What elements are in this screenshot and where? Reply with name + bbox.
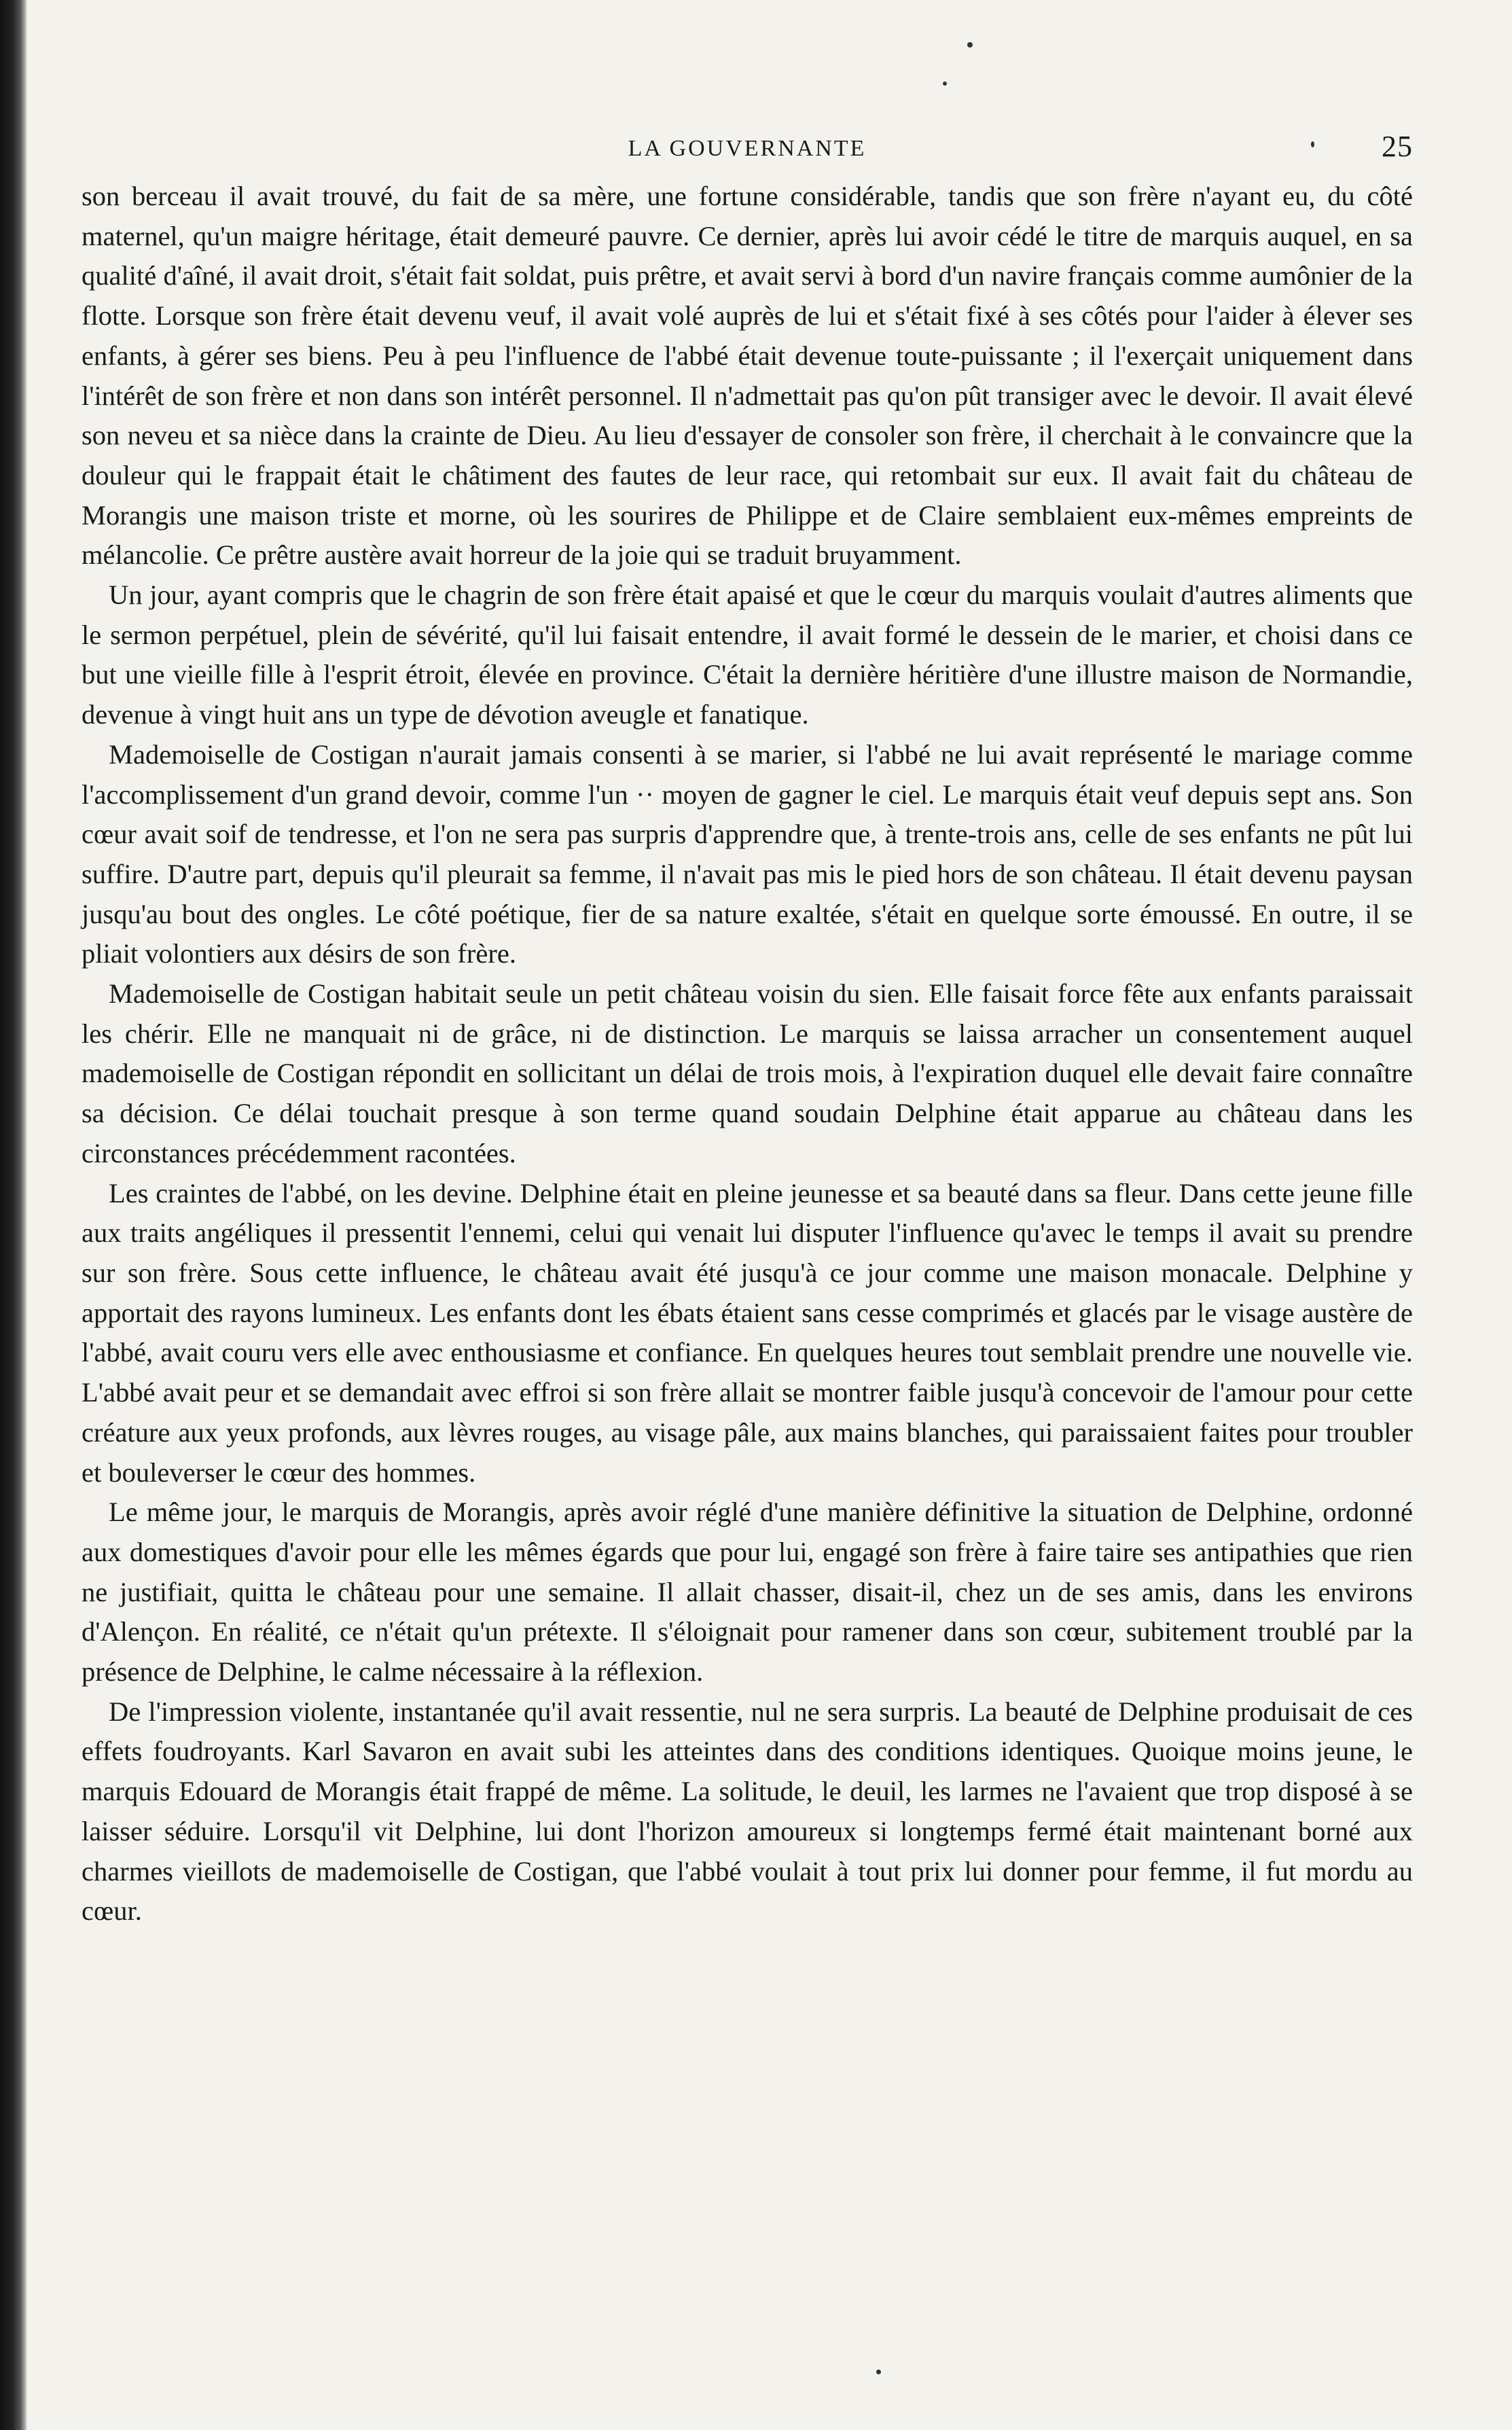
paragraph: De l'impression violente, instantanée qu'il avait ressentie, nul ne sera surpris. La beauté de Delphine produisait de ces effets foudroyants. Karl Savaron en avait subi les atteintes dans des conditions identiques. Quoique moins jeune, le marquis Edouard de Morangis était frappé de même. La solitude, le deuil, les larmes ne l'avaient que trop disposé à se laisser séduire. Lorsqu'il vit Delphine, lui dont l'horizon amoureux si longtemps fermé était maintenant borné aux charmes vieillots de mademoiselle de Costigan, que l'abbé voulait à tout prix lui donner pour femme, il fut mordu au cœur. (82, 1696, 1413, 1927)
paragraph: Un jour, ayant compris que le chagrin de son frère était apaisé et que le cœur du marquis voulait d'autres aliments que le sermon perpétuel, plein de sévérité, qu'il lui faisait entendre, il avait formé le dessein de le marier, et choisi dans ce but une vieille fille à l'esprit étroit, élevée en province. C'était la dernière héritière d'une illustre maison de Normandie, devenue à vingt huit ans un type de dévotion aveugle et fanatique. (82, 579, 1413, 730)
paragraph: Mademoiselle de Costigan habitait seule un petit château voisin du sien. Elle faisait force fête aux enfants paraissait les chérir. Elle ne manquait ni de grâce, ni de distinction. Le marquis se laissa arracher un consentement auquel mademoiselle de Costigan répondit en sollicitant un délai de trois mois, à l'expiration duquel elle devait faire connaître sa décision. Ce délai touchait presque à son terme quand soudain Delphine était apparue au château dans les circonstances précédemment racontées. (82, 978, 1413, 1168)
book-binding-shadow (0, 0, 27, 2430)
book-page (82, 129, 1413, 1931)
running-head (82, 129, 1413, 177)
paragraph: Les craintes de l'abbé, on les devine. Delphine était en pleine jeunesse et sa beauté dans sa fleur. Dans cette jeune fille aux traits angéliques il pressentit l'ennemi, celui qui venait lui disputer l'influence qu'avec le temps il avait su prendre sur son frère. Sous cette influence, le château avait été jusqu'à ce jour comme une maison monacale. Delphine y apportait des rayons lumineux. Les enfants dont les ébats étaient sans cesse comprimés et glacés par le visage austère de l'abbé, avait couru vers elle avec enthousiasme et confiance. En quelques heures tout semblait prendre une nouvelle vie. L'abbé avait peur et se demandait avec effroi si son frère allait se montrer faible jusqu'à concevoir de l'amour pour cette créature aux yeux profonds, aux lèvres rouges, au visage pâle, aux mains blanches, qui paraissaient faites pour troubler et bouleverser le cœur des hommes. (82, 1177, 1413, 1488)
body-text (82, 177, 1413, 1931)
paragraph: Mademoiselle de Costigan n'aurait jamais consenti à se marier, si l'abbé ne lui avait représenté le mariage comme l'accomplissement d'un grand devoir, comme l'un ·· moyen de gagner le ciel. Le marquis était veuf depuis sept ans. Son cœur avait soif de tendresse, et l'on ne sera pas surpris d'apprendre que, à trente-trois ans, celle de ses enfants ne pût lui suffire. D'autre part, depuis qu'il pleurait sa femme, il n'avait pas mis le pied hors de son château. Il était devenu paysan jusqu'au bout des ongles. Le côté poétique, fier de sa nature exaltée, s'était en quelque sorte émoussé. En outre, il se pliait volontiers aux désirs de son frère. (82, 738, 1413, 969)
paragraph: son berceau il avait trouvé, du fait de sa mère, une fortune considérable, tandis que son frère n'ayant eu, du côté maternel, qu'un maigre héritage, était demeuré pauvre. Ce dernier, après lui avoir cédé le titre de marquis auquel, en sa qualité d'aîné, il avait droit, s'était fait soldat, puis prêtre, et avait servi à bord d'un navire français comme aumônier de la flotte. Lorsque son frère était devenu veuf, il avait volé auprès de lui et s'était fixé à ses côtés pour l'aider à élever ses enfants, à gérer ses biens. Peu à peu l'influence de l'abbé était devenue toute-puissante ; il l'exerçait uniquement dans l'intérêt de son frère et non dans son intérêt personnel. Il n'admettait pas qu'on pût transiger avec le devoir. Il avait élevé son neveu et sa nièce dans la crainte de Dieu. Au lieu d'essayer de consoler son frère, il cherchait à le convaincre que la douleur qui le frappait était le châtiment des fautes de leur race, qui retombait sur eux. Il avait fait du château de Morangis une maison triste et morne, où les sourires de Philippe et de Claire semblaient eux-mêmes empreints de mélancolie. Ce prêtre austère avait horreur de la joie qui se traduit bruyamment. (82, 181, 1413, 571)
running-title: LA GOUVERNANTE (628, 136, 867, 161)
paragraph: Le même jour, le marquis de Morangis, après avoir réglé d'une manière définitive la situation de Delphine, ordonné aux domestiques d'avoir pour elle les mêmes égards que pour lui, engagé son frère à faire taire ses antipathies que rien ne justifiait, quitta le château pour une semaine. Il allait chasser, disait-il, chez un de ses amis, dans les environs d'Alençon. En réalité, ce n'était qu'un prétexte. Il s'éloignait pour ramener dans son cœur, subitement troublé par la présence de Delphine, le calme nécessaire à la réflexion. (82, 1497, 1413, 1687)
page-number: 25 (1382, 130, 1413, 163)
